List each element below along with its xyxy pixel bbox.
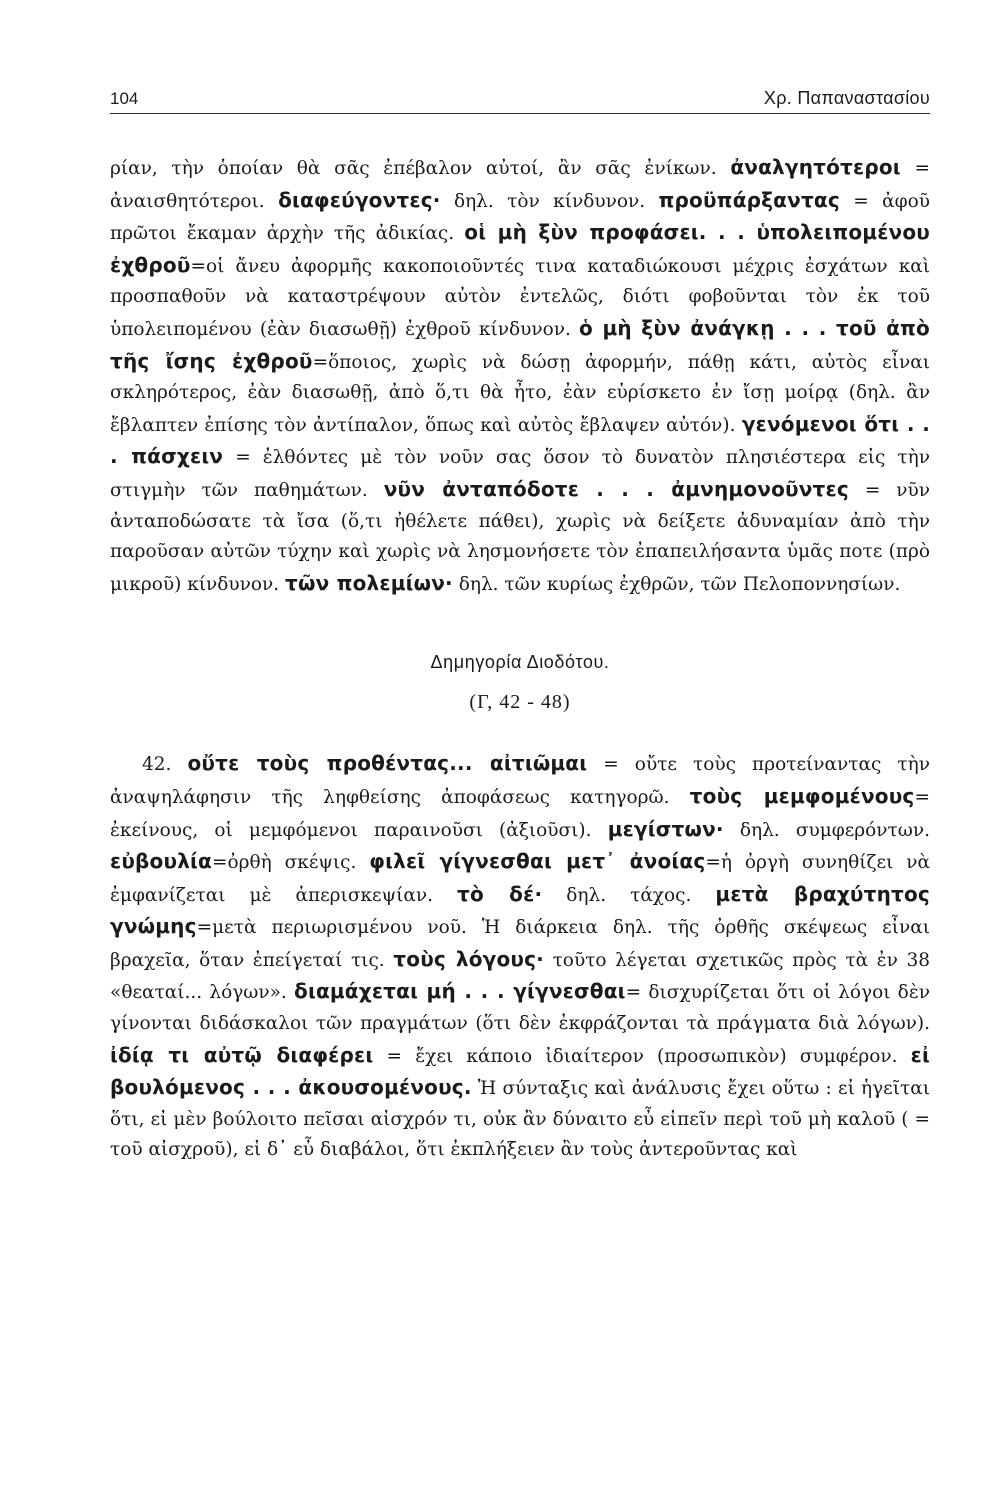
text-run: = ἐλθόντες μὲ τὸν νοῦν σας ὅσον τὸ δυνατὸν πλησιέστερα εἰς τὴν στιγμὴν τῶν παθημάτων. (110, 447, 930, 501)
commentary-block-2 (110, 748, 930, 1166)
text-run: =ὀρθὴ σκέψις. (212, 852, 370, 874)
lemma: γενόμενοι ὅτι . . . πάσχειν (110, 411, 930, 469)
section-reference: (Γ, 42 - 48) (469, 691, 571, 714)
running-title: Χρ. Παπαναστασίου (763, 88, 930, 108)
page-header (110, 88, 930, 114)
lemma: διαφεύγοντες· (278, 187, 441, 212)
lemma: τὸ δέ· (456, 881, 543, 906)
text-run: Ἡ σύνταξις καὶ ἀνάλυσις ἔχει οὕτω : εἰ ἡγεῖται ὅτι, εἰ μὲν βούλοιτο πεῖσαι αἰσχρόν τι, οὐκ ἂν δύναιτο εὖ εἰπεῖν περὶ τοῦ μὴ καλοῦ ( = τοῦ αἰσχροῦ), εἰ δ᾽ εὖ διαβάλοι, ὅτι ἐκπλήξειεν ἂν τοὺς ἀντεροῦντας καὶ (110, 1078, 931, 1161)
text-run: =μετὰ περιωρισμένου νοῦ. Ἡ διάρκεια δηλ. τῆς ὀρθῆς σκέψεως εἶναι βραχεῖα, ὅταν ἐπείγεταί τις. (110, 917, 930, 971)
text-run: δηλ. τῶν κυρίως ἐχθρῶν, τῶν Πελοποννησίων. (452, 573, 901, 595)
text-run: = οὔτε τοὺς προτείναντας τὴν ἀναψηλάφησιν τῆς ληφθείσης ἀποφάσεως κατηγορῶ. (110, 754, 930, 808)
text-run: 42. (142, 754, 188, 776)
lemma: φιλεῖ γίγνεσθαι μετ᾽ ἀνοίας (369, 849, 706, 874)
page-number: 104 (110, 89, 139, 108)
lemma: ἰδίᾳ τι αὐτῷ διαφέρει (110, 1042, 374, 1067)
text-run: =οἱ ἄνευ ἀφορμῆς κακοποιοῦντές τινα καταδιώκουσι μέχρις ἐσχάτων καὶ προσπαθοῦν νὰ καταστρέψουν αὐτὸν ἐντελῶς, διότι φοβοῦνται τὸν ἐκ τοῦ ὑπολειπομένου (ἐὰν διασωθῇ) ἐχθροῦ κίνδυνον. (110, 255, 930, 340)
text-run: =ὅποιος, χωρὶς νὰ δώσῃ ἀφορμήν, πάθῃ κάτι, αὐτὸς εἶναι σκληρότερος, ἐὰν διασωθῇ, ἀπὸ ὅ,τι θὰ ἦτο, ἐὰν εὑρίσκετο ἐν ἴσῃ μοίρᾳ (δηλ. ἂν ἔβλαπτεν ἐπίσης τὸν ἀντίπαλον, ὅπως καὶ αὐτὸς ἔβλαψεν αὐτόν). (110, 351, 930, 436)
text-run: δηλ. συμφερόντων. (723, 819, 930, 841)
text-run: =ἡ ὀργὴ συνηθίζει νὰ ἐμφανίζεται μὲ ἀπερισκεψίαν. (110, 852, 930, 906)
lemma: νῦν ἀνταπόδοτε . . . ἀμνημονοῦντες (383, 476, 849, 501)
text-run: ρίαν, τὴν ὁποίαν θὰ σᾶς ἐπέβαλον αὐτοί, ἂν σᾶς ἐνίκων. (110, 158, 731, 179)
lemma: οἱ μὴ ξὺν προφάσει. . . ὑπολειπομένου ἐχθροῦ (110, 220, 930, 277)
lemma: εὐβουλία (110, 849, 212, 874)
text-run: δηλ. τάχος. (542, 884, 716, 906)
book-page (110, 88, 930, 1166)
text-run: = νῦν ἀνταποδώσατε τὰ ἴσα (ὅ,τι ἠθέλετε πάθει), χωρὶς νὰ δείξετε ἀδυναμίαν ἀπὸ τὴν παροῦσαν αὐτῶν τύχην καὶ χωρὶς νὰ λησμονήσετε τὸν ἐπαπειλήσαντα ὑμᾶς ποτε (πρὸ μικροῦ) κίνδυνον. (110, 479, 930, 595)
text-run: τοῦτο λέγεται σχετικῶς πρὸς τὰ ἐν 38 «θεαταί... λόγων». (110, 949, 931, 1004)
text-run: = ἀφοῦ πρῶτοι ἔκαμαν ἀρχὴν τῆς ἀδικίας. (110, 190, 930, 245)
lemma: προϋπάρξαντας (658, 187, 840, 212)
lemma: μεγίστων· (607, 816, 724, 841)
text-run: = ἀναισθητότεροι. (110, 158, 930, 212)
lemma: εἰ βουλόμενος . . . ἀκουσομένους. (110, 1042, 930, 1100)
lemma: τοὺς λόγους· (393, 946, 544, 971)
lemma: οὔτε τοὺς προθέντας... αἰτιῶμαι (187, 751, 588, 776)
lemma: ὁ μὴ ξὺν ἀνάγκῃ . . . τοῦ ἀπὸ τῆς ἴσης ἐχθροῦ (110, 315, 930, 373)
section-title: Δημηγορία Διοδότου. (430, 652, 610, 673)
text-run: = ἔχει κάποιο ἰδιαίτερον (προσωπικὸν) συμφέρον. (373, 1045, 911, 1067)
commentary-block-1 (110, 152, 930, 600)
text-run: = ἐκείνους, οἱ μεμφόμενοι παραινοῦσι (ἀξιοῦσι). (110, 786, 930, 841)
lemma: τοὺς μεμφομένους (689, 783, 915, 808)
text-run: δηλ. τὸν κίνδυνον. (440, 190, 659, 212)
lemma: μετὰ βραχύτητος γνώμης (110, 881, 930, 939)
lemma: ἀναλγητότεροι (730, 155, 901, 179)
lemma: τῶν πολεμίων· (285, 570, 453, 595)
lemma: διαμάχεται μή . . . γίγνεσθαι (294, 979, 626, 1004)
text-run: = δισχυρίζεται ὅτι οἱ λόγοι δὲν γίνονται διδάσκαλοι τῶν πραγμάτων (ὅτι δὲν ἐκφράζονται τὰ πράγματα διὰ λόγων). (110, 982, 930, 1035)
